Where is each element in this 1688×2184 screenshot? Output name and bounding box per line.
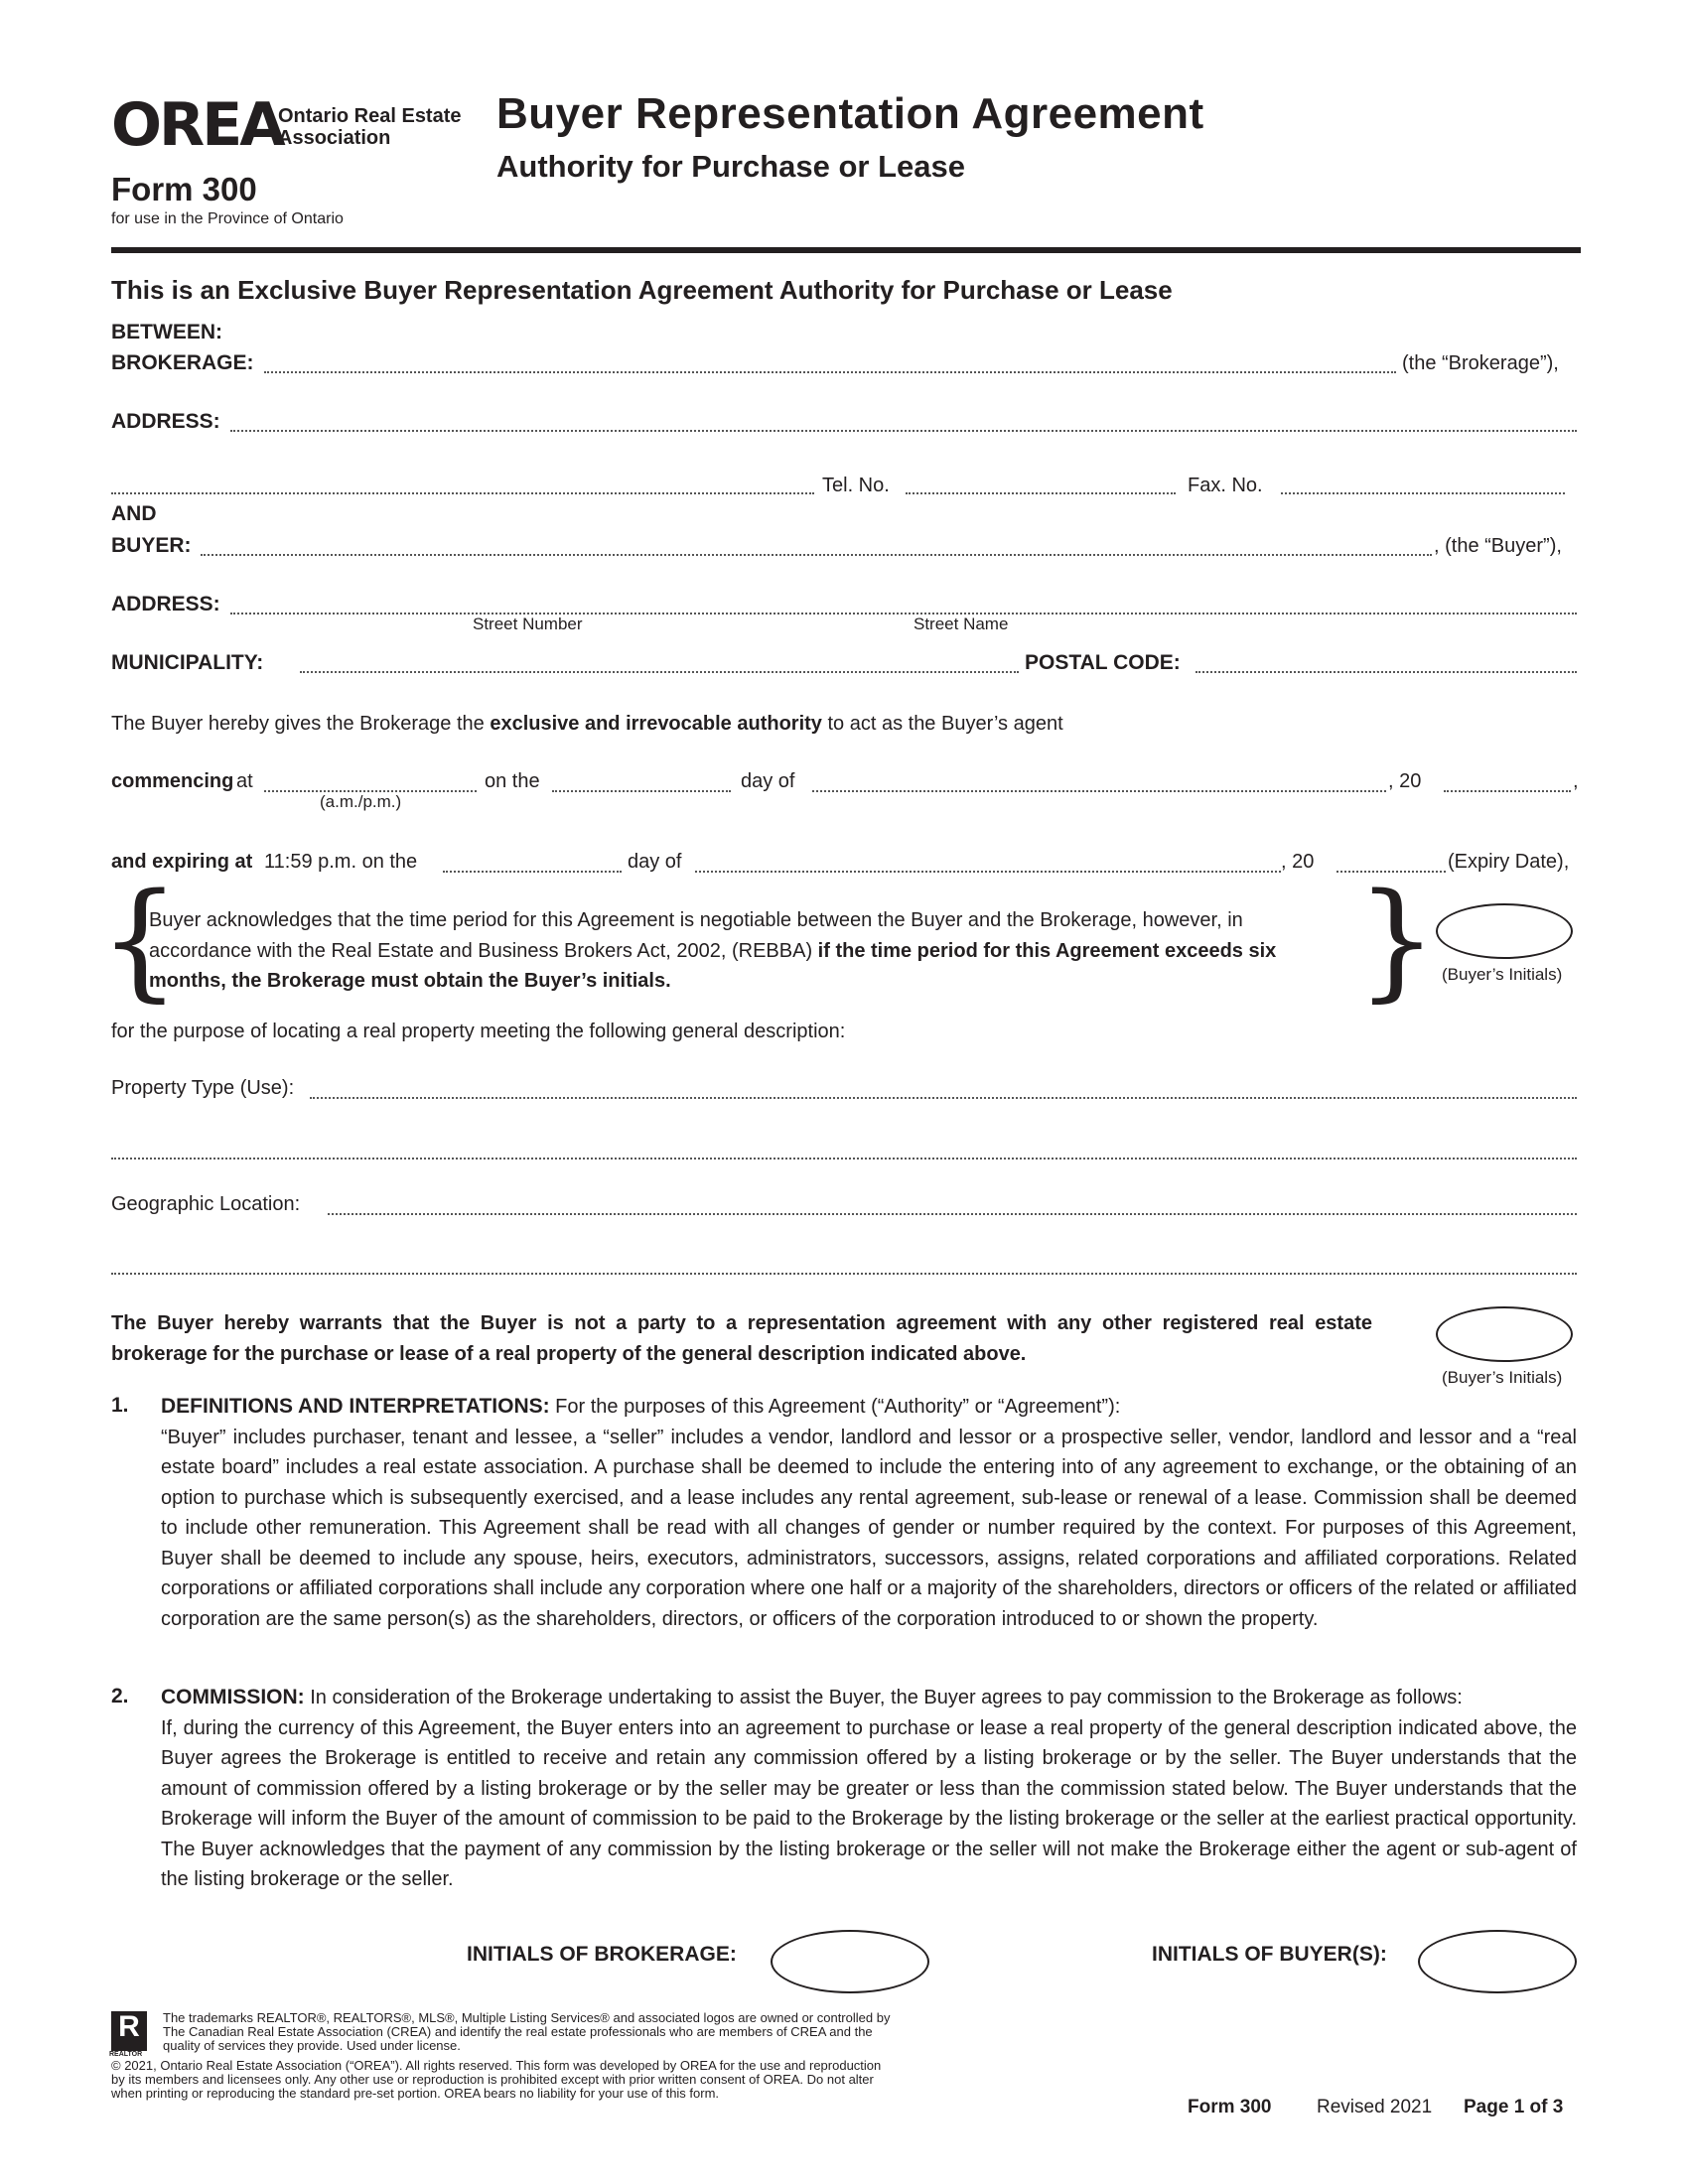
page-subtitle: Authority for Purchase or Lease	[496, 149, 966, 184]
realtor-logo-icon: R	[111, 2011, 147, 2051]
buyer-initials-caption-1: (Buyer’s Initials)	[1442, 965, 1563, 984]
postal-code-field[interactable]	[1196, 671, 1577, 673]
buyer-field[interactable]	[201, 554, 1432, 556]
authority-statement	[111, 713, 1063, 736]
ampm-caption: (a.m./p.m.)	[320, 792, 402, 811]
commencing-year-field[interactable]	[1444, 790, 1571, 792]
buyer-initials-oval-1[interactable]	[1436, 903, 1573, 959]
geographic-location-line2-field[interactable]	[111, 1273, 1577, 1275]
commencing-day-of: day of	[741, 770, 795, 792]
copyright-notice: © 2021, Ontario Real Estate Association (“OREA”). All rights reserved. This form was developed by OREA for the use and reproduction by its members and licensees only. Any other use or reproduction is prohibited except with prior written consent of OREA. Do not alter when printing or reproducing the standard pre-set portion. OREA bears no liability for your use of this form.	[111, 2058, 882, 2101]
intro-heading: This is an Exclusive Buyer Representation Agreement Authority for Purchase or Lease	[111, 275, 1173, 305]
commencing-label: commencing	[111, 770, 234, 792]
authority-text-post: to act as the Buyer’s agent	[821, 713, 1063, 735]
realtor-logo-caption: REALTOR	[109, 2051, 143, 2058]
buyer-address-label: ADDRESS:	[111, 593, 220, 615]
acknowledgement-line3: months, the Brokerage must obtain the Buyer’s initials.	[149, 970, 671, 992]
footer-page-number: Page 1 of 3	[1464, 2097, 1564, 2117]
warranty-line1: The Buyer hereby warrants that the Buyer is not a party to a representation agreement with any other registered real estate	[111, 1312, 1372, 1334]
brokerage-suffix: (the “Brokerage”),	[1402, 352, 1559, 374]
geographic-location-label: Geographic Location:	[111, 1193, 301, 1215]
expiring-day-of: day of	[628, 851, 682, 873]
clause-2	[161, 1683, 1577, 1895]
warranty-line2: brokerage for the purchase or lease of a real property of the general description indicated above.	[111, 1343, 1027, 1365]
and-label: AND	[111, 502, 157, 525]
property-type-field[interactable]	[310, 1097, 1577, 1099]
brokerage-initials-oval[interactable]	[771, 1930, 929, 1993]
buyer-initials-oval-2[interactable]	[1436, 1306, 1573, 1362]
street-number-caption: Street Number	[473, 614, 583, 633]
page-title: Buyer Representation Agreement	[496, 89, 1204, 138]
clause-2-number: 2.	[111, 1685, 129, 1707]
clause-1-body: “Buyer” includes purchaser, tenant and lessee, a “seller” includes a vendor, landlord and lessor or a prospective seller, vendor, landlord and lessor and a “real estate board” includes a real estate association. A purchase shall be deemed to include the entering into of any agreement to exchange, or the obtaining of an option to purchase which is subsequently exercised, and a lease includes any rental agreement, sub-lease or renewal of a lease. Commission shall be deemed to include other remuneration. This Agreement shall be read with all changes of gender or number required by the context. For purposes of this Agreement, Buyer shall be deemed to include any spouse, heirs, executors, administrators, successors, assigns, related corporations and affiliated corporations. Related corporations or affiliated corporations shall include any corporation where one half or a majority of the shareholders, directors or officers of the related or affiliated corporation are the same person(s) as the shareholders, directors, or officers of the corporation introduced to or shown the property.	[161, 1426, 1577, 1630]
brokerage-label: BROKERAGE:	[111, 351, 254, 374]
footer-form-number: Form 300	[1188, 2097, 1272, 2117]
between-label: BETWEEN:	[111, 321, 222, 343]
footer-revised: Revised 2021	[1317, 2097, 1433, 2117]
acknowledgement-line1: Buyer acknowledges that the time period for this Agreement is negotiable between the Buyer and the Brokerage, however, in	[149, 909, 1243, 931]
municipality-field[interactable]	[300, 671, 1019, 673]
brokerage-address-label: ADDRESS:	[111, 410, 220, 433]
brokerage-field[interactable]	[264, 371, 1396, 373]
warranty-text	[111, 1308, 1372, 1370]
org-name-line1: Ontario Real Estate	[278, 105, 462, 127]
form-use-note: for use in the Province of Ontario	[111, 210, 344, 227]
fax-label: Fax. No.	[1188, 475, 1263, 496]
expiring-day-field[interactable]	[443, 871, 622, 873]
expiring-label: and expiring at	[111, 851, 253, 873]
clause-1-number: 1.	[111, 1394, 129, 1417]
brokerage-address-field[interactable]	[230, 430, 1577, 432]
tel-field[interactable]	[906, 492, 1176, 494]
buyers-initials-label: INITIALS OF BUYER(S):	[1152, 1943, 1387, 1966]
commencing-month-field[interactable]	[812, 790, 1386, 792]
buyer-initials-caption-2: (Buyer’s Initials)	[1442, 1368, 1563, 1387]
acknowledgement-line2: accordance with the Real Estate and Business Brokers Act, 2002, (REBBA) if the time period for this Agreement exceeds six	[149, 939, 1277, 962]
property-type-line2-field[interactable]	[111, 1158, 1577, 1160]
acknowledgement-text	[149, 905, 1340, 997]
brokerage-address-line2-field[interactable]	[111, 492, 814, 494]
clause-2-lead: In consideration of the Brokerage undertaking to assist the Buyer, the Buyer agrees to pay commission to the Brokerage as follows:	[304, 1687, 1463, 1708]
clause-2-heading: COMMISSION:	[161, 1686, 305, 1708]
right-brace: }	[1356, 867, 1438, 1015]
org-name-line2: Association	[278, 127, 391, 149]
property-type-label: Property Type (Use):	[111, 1077, 295, 1099]
brokerage-initials-label: INITIALS OF BROKERAGE:	[467, 1943, 737, 1966]
buyers-initials-oval[interactable]	[1418, 1930, 1577, 1993]
buyer-label: BUYER:	[111, 534, 192, 557]
tel-label: Tel. No.	[822, 475, 890, 496]
municipality-label: MUNICIPALITY:	[111, 651, 264, 674]
commencing-day-field[interactable]	[552, 790, 731, 792]
org-name	[278, 105, 462, 149]
trademark-notice: The trademarks REALTOR®, REALTORS®, MLS®, Multiple Listing Services® and associated logos are owned or controlled by The Canadian Real Estate Association (CREA) and identify the real estate professionals who are members of CREA and the quality of services they provide. Used under license.	[163, 2010, 891, 2053]
clause-1	[161, 1392, 1577, 1634]
commencing-at: at	[236, 770, 253, 792]
commencing-comma: ,	[1573, 770, 1579, 792]
authority-text-bold: exclusive and irrevocable authority	[490, 713, 822, 735]
postal-code-label: POSTAL CODE:	[1025, 651, 1181, 674]
purpose-statement: for the purpose of locating a real property meeting the following general description:	[111, 1021, 846, 1042]
expiring-year-prefix: , 20	[1281, 851, 1315, 873]
authority-text-pre: The Buyer hereby gives the Brokerage the	[111, 713, 491, 735]
left-brace: {	[99, 867, 181, 1015]
clause-2-body: If, during the currency of this Agreement, the Buyer enters into an agreement to purchase or lease a real property of the general description indicated above, the Buyer agrees the Brokerage is entitled to receive and retain any commission offered by a listing brokerage or by the seller. The Buyer understands that the amount of commission offered by a listing brokerage or by the seller may be greater or less than the commission stated below. The Buyer understands that the Brokerage will inform the Buyer of the amount of commission to be paid to the Brokerage by the listing brokerage or the seller at the earliest practical opportunity. The Buyer acknowledges that the payment of any commission by the listing brokerage or the seller will not make the Brokerage either the agent or sub-agent of the listing brokerage or the seller.	[161, 1716, 1577, 1890]
clause-1-heading-line	[161, 1392, 1577, 1423]
fax-field[interactable]	[1281, 492, 1565, 494]
form-number: Form 300	[111, 171, 257, 207]
clause-1-heading: DEFINITIONS AND INTERPRETATIONS:	[161, 1395, 550, 1418]
commencing-year-prefix: , 20	[1388, 770, 1422, 792]
expiring-month-field[interactable]	[695, 871, 1281, 873]
header-divider	[111, 247, 1581, 253]
clause-1-lead: For the purposes of this Agreement (“Authority” or “Agreement”):	[549, 1396, 1121, 1418]
geographic-location-field[interactable]	[328, 1213, 1577, 1215]
expiring-time: 11:59 p.m. on the	[264, 851, 418, 873]
buyer-address-field[interactable]	[230, 613, 1577, 614]
orea-logo: OREA	[111, 90, 283, 160]
buyer-suffix: , (the “Buyer”),	[1434, 535, 1562, 557]
street-name-caption: Street Name	[914, 614, 1009, 633]
expiry-date-suffix: (Expiry Date),	[1448, 851, 1570, 873]
commencing-on-the: on the	[485, 770, 540, 792]
clause-2-heading-line	[161, 1683, 1577, 1713]
